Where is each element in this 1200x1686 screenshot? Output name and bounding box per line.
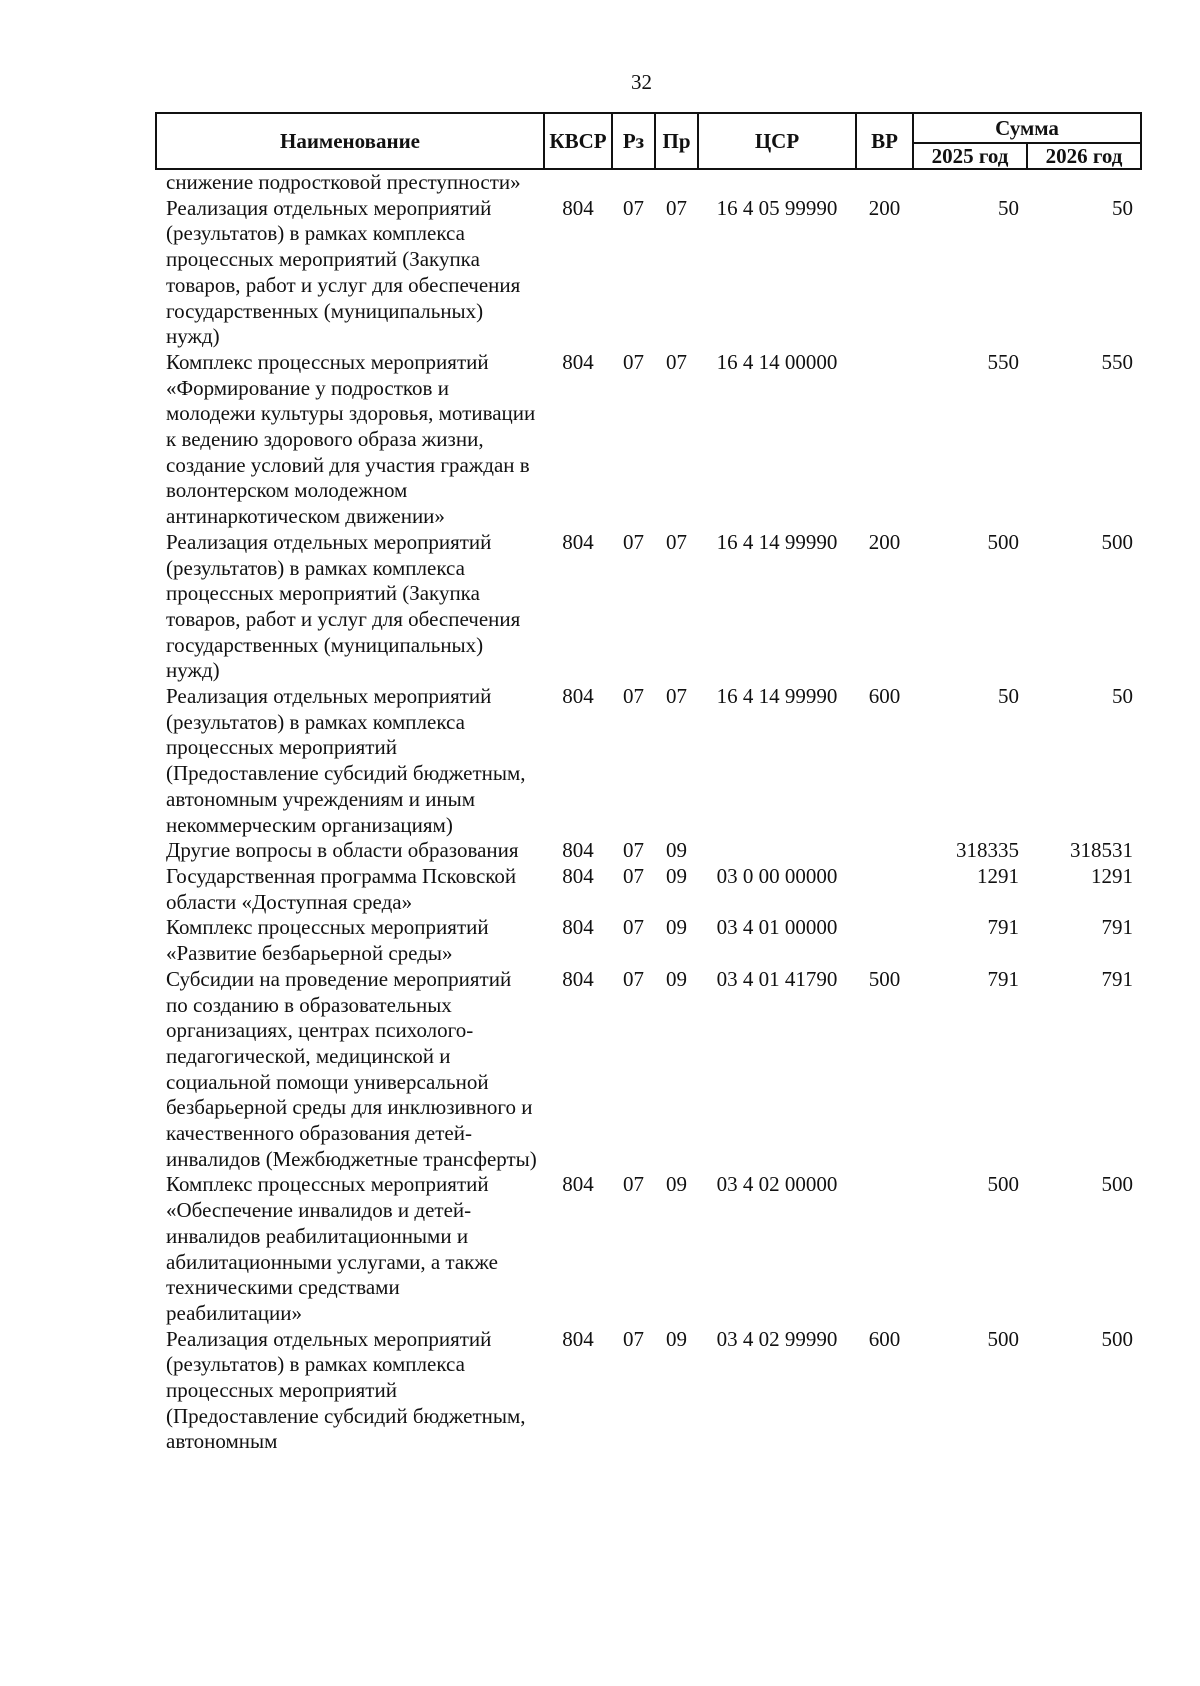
table-row — [156, 864, 1141, 915]
row-pr: 09 — [666, 1172, 687, 1197]
row-name: Реализация отдельных мероприятий (результатов) в рамках комплекса процессных мероприятий (Закупка товаров, работ и услуг для обеспечения государственных (муниципальных) нужд) — [166, 529, 521, 683]
row-pr: 07 — [666, 349, 687, 374]
header-rz: Рз — [612, 113, 655, 169]
row-sum-2026: 791 — [1101, 966, 1133, 991]
row-rz: 07 — [623, 684, 644, 709]
budget-table — [155, 112, 1142, 1455]
row-kvsr: 804 — [562, 684, 594, 709]
row-rz: 07 — [623, 195, 644, 220]
table-row — [156, 350, 1141, 530]
header-year-2026: 2026 год — [1027, 143, 1141, 169]
table-row — [156, 169, 1141, 196]
row-kvsr: 804 — [562, 349, 594, 374]
table-header — [156, 113, 1141, 169]
row-sum-2025: 791 — [987, 915, 1019, 940]
header-name: Наименование — [156, 113, 544, 169]
row-rz: 07 — [623, 966, 644, 991]
row-rz: 07 — [623, 838, 644, 863]
row-csr: 03 0 00 00000 — [716, 863, 838, 888]
header-pr: Пр — [655, 113, 698, 169]
row-sum-2026: 500 — [1101, 1172, 1133, 1197]
table-row — [156, 967, 1141, 1173]
row-kvsr: 804 — [562, 1172, 594, 1197]
row-pr: 09 — [666, 863, 687, 888]
row-csr — [698, 169, 856, 196]
row-csr: 16 4 05 99990 — [716, 195, 838, 220]
row-pr: 07 — [666, 684, 687, 709]
table-row — [156, 1327, 1141, 1456]
row-sum-2026: 50 — [1112, 684, 1133, 709]
row-csr: 03 4 02 00000 — [716, 1172, 838, 1197]
row-kvsr: 804 — [562, 838, 594, 863]
page-number: 32 — [631, 70, 652, 94]
budget-table-container — [155, 112, 1140, 1455]
row-vr: 600 — [868, 684, 901, 709]
row-vr: 200 — [868, 529, 901, 554]
row-sum-2026 — [1027, 169, 1141, 196]
row-sum-2025: 791 — [987, 966, 1019, 991]
row-sum-2026: 791 — [1101, 915, 1133, 940]
row-name: Комплекс процессных мероприятий «Формирование у подростков и молодежи культуры здоровья, мотивации к ведению здорового образа жизни, создание условий для участия граждан в волонтерском молодежном антинаркотическом движении» — [166, 349, 536, 529]
row-rz: 07 — [623, 1172, 644, 1197]
row-sum-2025: 50 — [998, 195, 1019, 220]
row-vr: 500 — [868, 966, 901, 991]
row-vr — [856, 1172, 913, 1326]
row-kvsr: 804 — [562, 529, 594, 554]
row-pr: 09 — [666, 915, 687, 940]
row-sum-2026: 550 — [1101, 349, 1133, 374]
row-sum-2026: 50 — [1112, 195, 1133, 220]
row-rz: 07 — [623, 349, 644, 374]
row-sum-2025: 500 — [987, 1172, 1019, 1197]
row-rz: 07 — [623, 529, 644, 554]
row-rz: 07 — [623, 915, 644, 940]
row-name: снижение подростковой преступности» — [166, 170, 521, 194]
row-vr — [856, 169, 913, 196]
row-vr — [856, 350, 913, 530]
row-sum-2025: 550 — [987, 349, 1019, 374]
row-csr: 16 4 14 00000 — [716, 349, 838, 374]
row-name: Комплекс процессных мероприятий «Развитие безбарьерной среды» — [166, 915, 489, 966]
table-row — [156, 684, 1141, 838]
row-pr: 07 — [666, 529, 687, 554]
row-rz: 07 — [623, 863, 644, 888]
row-rz: 07 — [623, 1326, 644, 1351]
row-csr — [698, 838, 856, 864]
header-kvsr: КВСР — [544, 113, 612, 169]
row-name: Государственная программа Псковской области «Доступная среда» — [166, 863, 517, 914]
row-sum-2025 — [913, 169, 1027, 196]
row-sum-2026: 500 — [1101, 529, 1133, 554]
table-row — [156, 530, 1141, 684]
row-kvsr: 804 — [562, 915, 594, 940]
header-sum: Сумма — [913, 113, 1141, 143]
row-kvsr: 804 — [562, 195, 594, 220]
row-name: Другие вопросы в области образования — [166, 838, 519, 863]
row-pr: 07 — [666, 195, 687, 220]
row-sum-2025: 1291 — [977, 863, 1019, 888]
row-vr: 600 — [868, 1326, 901, 1351]
row-sum-2026: 500 — [1101, 1326, 1133, 1351]
table-row — [156, 1172, 1141, 1326]
row-name: Реализация отдельных мероприятий (результатов) в рамках комплекса процессных мероприятий (Закупка товаров, работ и услуг для обеспечения государственных (муниципальных) нужд) — [166, 195, 521, 349]
row-sum-2025: 500 — [987, 529, 1019, 554]
row-name: Реализация отдельных мероприятий (результатов) в рамках комплекса процессных мероприятий (Предоставление субсидий бюджетным, автономным — [166, 1326, 526, 1454]
row-sum-2026: 318531 — [1070, 838, 1133, 863]
row-vr — [856, 864, 913, 915]
row-pr: 09 — [666, 838, 687, 863]
row-csr: 03 4 01 00000 — [716, 915, 838, 940]
header-csr: ЦСР — [698, 113, 856, 169]
row-rz — [612, 169, 655, 196]
table-row — [156, 915, 1141, 966]
row-vr — [856, 915, 913, 966]
row-kvsr: 804 — [562, 966, 594, 991]
row-sum-2025: 50 — [998, 684, 1019, 709]
row-sum-2026: 1291 — [1091, 863, 1133, 888]
header-year-2025: 2025 год — [913, 143, 1027, 169]
row-kvsr: 804 — [562, 863, 594, 888]
row-name: Комплекс процессных мероприятий «Обеспечение инвалидов и детей-инвалидов реабилитационными и абилитационными услугами, а также техническими средствами реабилитации» — [166, 1172, 498, 1325]
row-pr: 09 — [666, 966, 687, 991]
header-vr: ВР — [856, 113, 913, 169]
row-csr: 03 4 01 41790 — [716, 966, 838, 991]
row-sum-2025: 318335 — [956, 838, 1019, 863]
row-kvsr — [544, 169, 612, 196]
row-vr: 200 — [868, 195, 901, 220]
row-csr: 16 4 14 99990 — [716, 684, 838, 709]
row-csr: 16 4 14 99990 — [716, 529, 838, 554]
row-vr — [856, 838, 913, 864]
row-csr: 03 4 02 99990 — [716, 1326, 838, 1351]
row-name: Субсидии на проведение мероприятий по созданию в образовательных организациях, центрах психолого-педагогической, медицинской и социальной помощи универсальной безбарьерной среды для инклюзивного и качественного образования детей-инвалидов (Межбюджетные трансферты) — [166, 966, 537, 1171]
row-name: Реализация отдельных мероприятий (результатов) в рамках комплекса процессных мероприятий (Предоставление субсидий бюджетным, автономным учреждениям и иным некоммерческим организациям) — [166, 684, 526, 837]
row-pr: 09 — [666, 1326, 687, 1351]
row-pr — [655, 169, 698, 196]
table-body — [156, 169, 1141, 1455]
row-sum-2025: 500 — [987, 1326, 1019, 1351]
row-kvsr: 804 — [562, 1326, 594, 1351]
table-row — [156, 838, 1141, 864]
table-row — [156, 196, 1141, 350]
